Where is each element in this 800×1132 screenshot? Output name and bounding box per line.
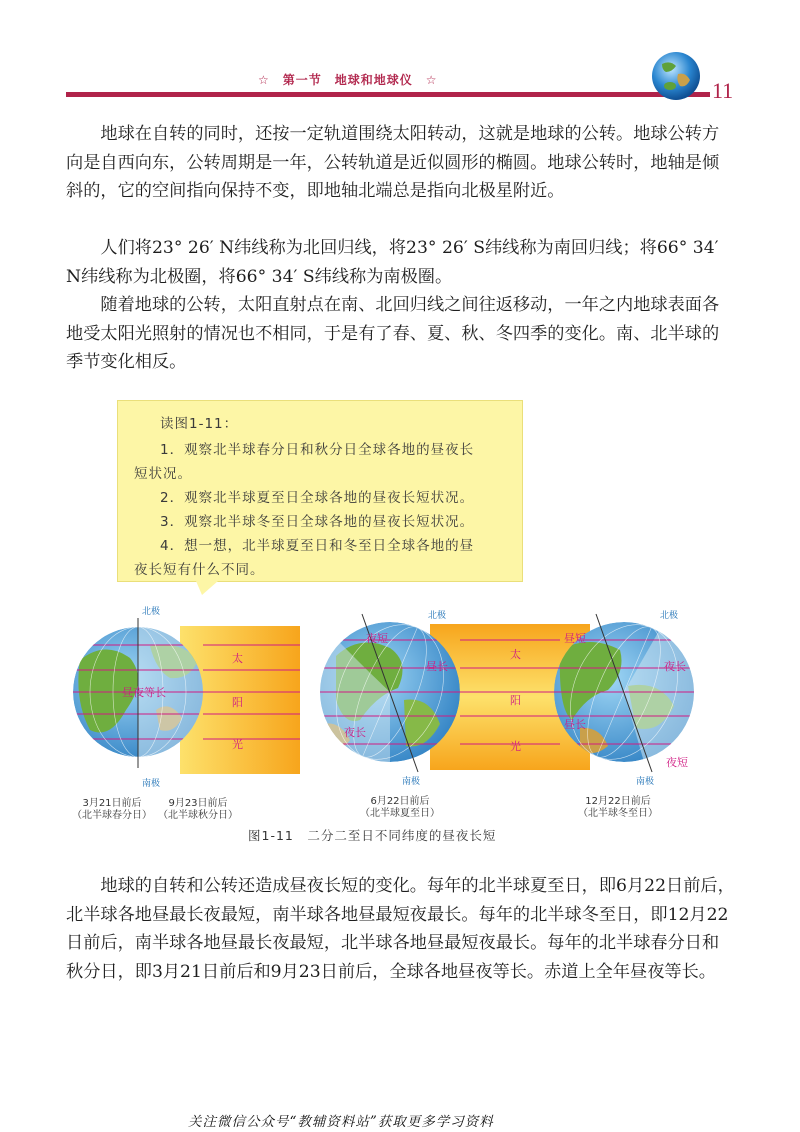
left-south-label: 南极 (142, 779, 161, 789)
june-date-label (360, 796, 440, 820)
header-rule (66, 92, 710, 97)
activity-item: 夜长短有什么不同。 (134, 562, 265, 578)
left-equal-label: 昼夜等长 (122, 686, 166, 699)
dec-label-bottom: 昼长 (564, 718, 586, 731)
activity-item: 短状况。 (134, 466, 192, 482)
september-date: 9月23日前后 (168, 798, 228, 809)
sun-char: 阳 (510, 694, 521, 707)
dec-north-label: 北极 (660, 611, 679, 621)
paragraph-tropics: 人们将23° 26′ N纬线称为北回归线，将23° 26′ S纬线称为南回归线；将66° 34′ N纬线称为北极圈，将66° 34′ S纬线称为南极圈。 (66, 238, 719, 287)
march-desc: （北半球春分日） (72, 810, 152, 821)
autumn-date-label (158, 798, 238, 822)
activity-item: 4．想一想，北半球夏至日和冬至日全球各地的昼 (160, 538, 475, 554)
sun-char: 光 (510, 740, 521, 753)
june-label-top: 夜短 (366, 632, 388, 645)
paragraph-day-night: 地球的自转和公转还造成昼夜长短的变化。每年的北半球夏至日，即6月22日前后，北半球各地昼最长夜最短，南半球各地昼最短夜最长。每年的北半球冬至日，即12月22日前后，南半球各地昼最长夜最短，北半球各地昼最短夜最长。每年的北半球春分日和秋分日，即3月21日前后和9月23日前后，全球各地昼夜等长。赤道上全年昼夜等长。 (66, 876, 735, 982)
activity-box-pointer (196, 581, 218, 595)
june-date: 6月22日前后 (370, 796, 430, 807)
equinox-date-label (72, 798, 152, 822)
activity-item: 2．观察北半球夏至日全球各地的昼夜长短状况。 (160, 490, 475, 506)
paragraph-revolution: 地球在自转的同时，还按一定轨道围绕太阳转动，这就是地球的公转。地球公转方向是自西向东，公转周期是一年，公转轨道是近似圆形的椭圆。地球公转时，地轴是倾斜的，它的空间指向保持不变，即地轴北端总是指向北极星附近。 (66, 124, 720, 201)
paragraph-seasons: 随着地球的公转，太阳直射点在南、北回归线之间往返移动，一年之内地球表面各地受太阳光照射的情况也不相同，于是有了春、夏、秋、冬四季的变化。南、北半球的季节变化相反。 (66, 295, 720, 372)
june-label-bottom: 夜长 (344, 726, 366, 739)
dec-label-mid: 夜长 (664, 660, 686, 673)
december-date: 12月22日前后 (585, 796, 651, 807)
dec-south-label: 南极 (636, 777, 655, 787)
sun-char: 太 (510, 648, 521, 661)
globe-icon (650, 50, 702, 102)
left-north-label: 北极 (142, 607, 161, 617)
sun-char: 阳 (232, 696, 243, 709)
june-desc: （北半球夏至日） (360, 808, 440, 819)
sun-char: 太 (232, 652, 243, 665)
figure-caption: 图1-11 二分二至日不同纬度的昼夜长短 (248, 828, 497, 843)
activity-title: 读图1-11： (160, 416, 239, 432)
sun-char: 光 (232, 738, 243, 751)
dec-label-bottom2: 夜短 (666, 756, 688, 769)
june-north-label: 北极 (428, 611, 447, 621)
dec-label-top: 昼短 (564, 632, 586, 645)
activity-item: 3．观察北半球冬至日全球各地的昼夜长短状况。 (160, 514, 475, 530)
footer-note: 关注微信公众号“教辅资料站”获取更多学习资料 (188, 1114, 494, 1130)
activity-item: 1．观察北半球春分日和秋分日全球各地的昼夜长 (160, 442, 475, 458)
section-title: ☆ 第一节 地球和地球仪 ☆ (258, 73, 438, 87)
december-date-label (578, 796, 658, 820)
december-desc: （北半球冬至日） (578, 808, 658, 819)
page-number: 11 (712, 78, 734, 103)
june-south-label: 南极 (402, 777, 421, 787)
june-label-mid: 昼长 (426, 660, 448, 673)
march-date: 3月21日前后 (82, 798, 142, 809)
september-desc: （北半球秋分日） (158, 810, 238, 821)
